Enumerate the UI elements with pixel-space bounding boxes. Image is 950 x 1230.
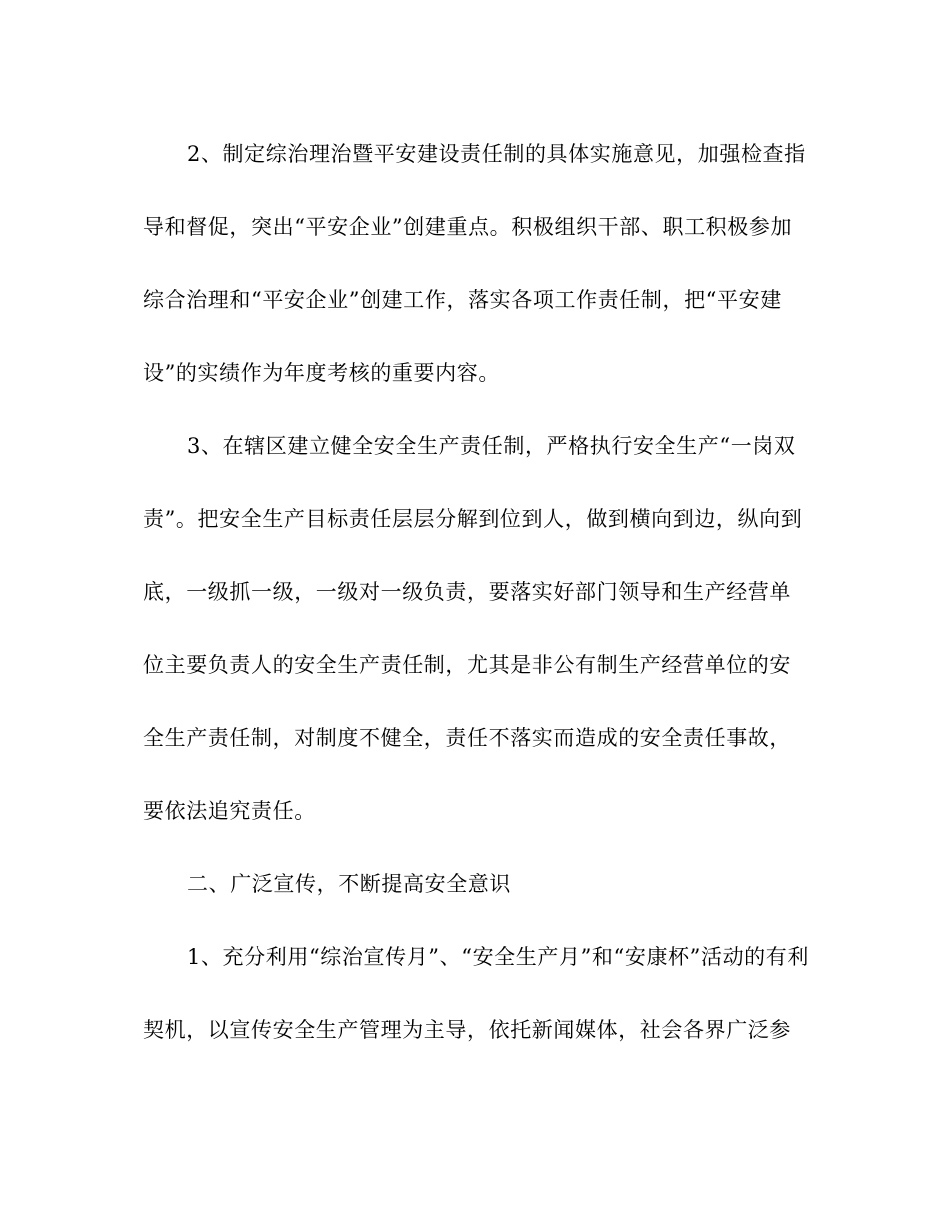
paragraph-1-line-1: 1、充分利用“综治宣传月”、“安全生产月”和“安康杯”活动的有利: [187, 945, 809, 969]
paragraph-3-line-5: 全生产责任制，对制度不健全，责任不落实而造成的安全责任事故，: [143, 726, 791, 750]
paragraph-3-line-1: 3、在辖区建立健全安全生产责任制，严格执行安全生产“一岗双: [187, 434, 796, 458]
paragraph-3-line-6: 要依法追究责任。: [143, 799, 316, 823]
paragraph-3-line-2: 责”。把安全生产目标责任层层分解到位到人，做到横向到边，纵向到: [143, 507, 803, 531]
paragraph-2-line-4: 设”的实绩作为年度考核的重要内容。: [143, 361, 500, 385]
paragraph-3-line-3: 底，一级抓一级，一级对一级负责，要落实好部门领导和生产经营单: [143, 580, 791, 604]
paragraph-2-line-3: 综合治理和“平安企业”创建工作，落实各项工作责任制，把“平安建: [143, 288, 782, 312]
paragraph-3-line-4: 位主要负责人的安全生产责任制，尤其是非公有制生产经营单位的安: [143, 653, 791, 677]
section-heading: 二、广泛宣传，不断提高安全意识: [187, 872, 511, 896]
paragraph-2-line-1: 2、制定综治理治暨平安建设责任制的具体实施意见，加强检查指: [187, 142, 806, 166]
paragraph-2-line-2: 导和督促，突出“平安企业”创建重点。积极组织干部、职工积极参加: [143, 215, 793, 239]
paragraph-1-line-2: 契机，以宣传安全生产管理为主导，依托新闻媒体，社会各界广泛参: [143, 1018, 791, 1042]
